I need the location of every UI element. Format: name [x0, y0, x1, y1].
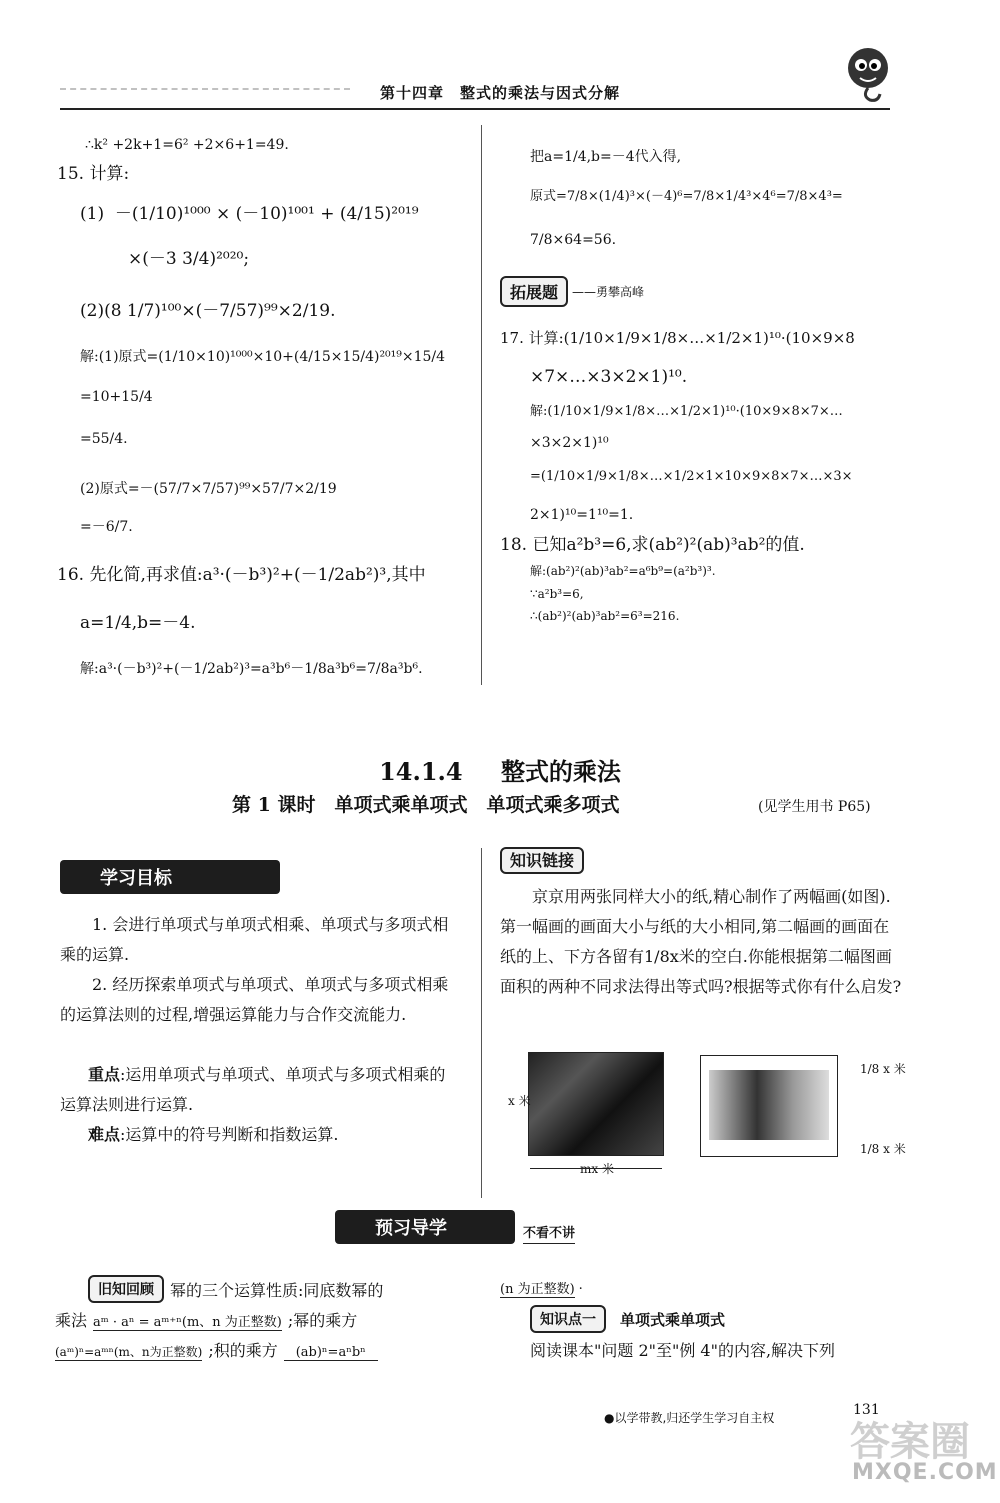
question-15-part1: (1) －(1/10)¹⁰⁰⁰ × (－10)¹⁰⁰¹ + (4/15)²⁰¹⁹ — [80, 204, 419, 224]
section-number: 14.1.4 — [379, 757, 463, 786]
original-result: 7/8×64=56. — [530, 232, 617, 248]
goal-difficulty — [60, 1120, 460, 1150]
extension-banner — [500, 276, 730, 306]
review-line-3 — [55, 1338, 378, 1361]
difficulty-text: :运算中的符号判断和指数运算. — [120, 1125, 339, 1144]
figure-label-bottom: 1/8 x 米 — [860, 1142, 906, 1156]
lesson-title: 第 1 课时 单项式乘单项式 单项式乘多项式 — [232, 794, 620, 816]
solution-15-2-result: =－6/7. — [80, 519, 133, 535]
goal-key-point — [60, 1060, 460, 1120]
solution-17-line3: =(1/10×1/9×1/8×…×1/2×1×10×9×8×7×…×3× — [530, 469, 853, 484]
question-16: 16. 先化简,再求值:a³·(－b³)²+(－1/2ab²)³,其中 — [57, 565, 426, 585]
column-divider-lower — [481, 848, 482, 1198]
substitution-line: 把a=1/4,b=－4代入得, — [530, 149, 682, 165]
solution-17-line4: 2×1)¹⁰=1¹⁰=1. — [530, 507, 634, 523]
power-of-power-label: ;幂的乘方 — [287, 1311, 358, 1330]
header-rule — [60, 108, 890, 110]
solution-15-1: 解:(1)原式=(1/10×10)¹⁰⁰⁰×10+(4/15×15/4)²⁰¹⁹×15/4 — [80, 349, 446, 365]
watermark: 答案圈 — [850, 1419, 970, 1465]
question-16-values: a=1/4,b=－4. — [80, 613, 196, 633]
review-row — [88, 1275, 383, 1303]
original-expression: 原式=7/8×(1/4)³×(－4)⁶=7/8×1/4³×4⁶=7/8×4³= — [530, 189, 843, 204]
figure-label-mx: mx 米 — [580, 1162, 614, 1176]
painting-2-area — [709, 1070, 829, 1140]
review-text: 幂的三个运算性质:同底数幂的 — [170, 1280, 384, 1300]
knowledge-link-label: 知识链接 — [500, 847, 584, 874]
preview-banner-label: 预习导学 — [375, 1218, 447, 1239]
blank-mult: aᵐ · aⁿ = aᵐ⁺ⁿ(m、n 为正整数) — [93, 1311, 282, 1331]
figure-label-top: 1/8 x 米 — [860, 1062, 906, 1076]
blank-product: (ab)ⁿ=aⁿbⁿ — [284, 1345, 378, 1361]
question-18: 18. 已知a²b³=6,求(ab²)²(ab)³ab²的值. — [500, 535, 805, 555]
solution-18-line2: ∵a²b³=6, — [530, 587, 584, 601]
painting-1 — [528, 1052, 664, 1156]
footer-slogan: ●以学带教,归还学生学习自主权 — [604, 1411, 775, 1425]
difficulty-label: 难点 — [88, 1125, 121, 1144]
lesson-reference: (见学生用书 P65) — [758, 799, 871, 815]
figure-width-arrow — [530, 1168, 662, 1169]
solution-15-1-step: =10+15/4 — [80, 389, 153, 405]
knowledge-point-title: 单项式乘单项式 — [620, 1310, 726, 1329]
blank-condition: (n 为正整数) — [500, 1278, 575, 1298]
preview-banner-wrap — [335, 1210, 575, 1244]
figure-label-x: x 米 — [508, 1094, 531, 1108]
question-15: 15. 计算: — [57, 164, 130, 184]
key-point-text: :运用单项式与单项式、单项式与多项式相乘的运算法则进行运算. — [60, 1065, 446, 1114]
review-label: 旧知回顾 — [88, 1275, 164, 1303]
knowledge-point-label: 知识点一 — [530, 1305, 606, 1333]
mult-label: 乘法 — [55, 1311, 88, 1330]
mascot-icon — [838, 42, 900, 104]
preview-banner — [335, 1210, 515, 1244]
chapter-title: 第十四章 整式的乘法与因式分解 — [379, 84, 620, 102]
period: . — [578, 1278, 583, 1293]
solution-17-line1: 解:(1/10×1/9×1/8×…×1/2×1)¹⁰·(10×9×8×7×… — [530, 404, 843, 419]
goal-1: 1. 会进行单项式与单项式相乘、单项式与多项式相乘的运算. — [60, 915, 449, 964]
solution-17-line2: ×3×2×1)¹⁰ — [530, 435, 609, 451]
review-line-2 — [55, 1308, 357, 1331]
goals-banner — [60, 860, 280, 894]
extension-subtitle: ——勇攀高峰 — [572, 284, 645, 299]
column-divider — [481, 125, 482, 685]
painting-2 — [700, 1055, 838, 1157]
section-title: 整式的乘法 — [500, 757, 621, 786]
page-number: 131 — [853, 1402, 880, 1418]
knowledge-point-text: 阅读课本"问题 2"至"例 4"的内容,解决下列 — [530, 1341, 836, 1360]
preview-note: 不看不讲 — [523, 1222, 575, 1244]
goal-2: 2. 经历探索单项式与单项式、单项式与多项式相乘的运算法则的过程,增强运算能力与合作交流能力. — [60, 975, 449, 1024]
question-15-part1-cont: ×(－3 3/4)²⁰²⁰; — [128, 249, 250, 269]
solution-18-line3: ∴(ab²)²(ab)³ab²=6³=216. — [530, 609, 680, 623]
review-continued — [500, 1278, 583, 1298]
section-heading — [0, 752, 1000, 787]
solution-15-2: (2)原式=－(57/7×7/57)⁹⁹×57/7×2/19 — [80, 481, 337, 497]
question-17-cont: ×7×…×3×2×1)¹⁰. — [530, 367, 688, 387]
knowledge-link-tag — [500, 848, 584, 871]
product-power-label: ;积的乘方 — [208, 1341, 278, 1360]
solution-18-line1: 解:(ab²)²(ab)³ab²=a⁶b⁹=(a²b³)³. — [530, 564, 716, 578]
knowledge-point-row — [530, 1305, 725, 1333]
solution-16: 解:a³·(－b³)²+(－1/2ab²)³=a³b⁶－1/8a³b⁶=7/8a³b⁶. — [80, 661, 423, 677]
key-point-label: 重点 — [88, 1065, 121, 1084]
question-15-part2: (2)(8 1/7)¹⁰⁰×(－7/57)⁹⁹×2/19. — [80, 301, 336, 321]
extension-label: 拓展题 — [500, 276, 568, 307]
knowledge-link-text: 京京用两张同样大小的纸,精心制作了两幅画(如图).第一幅画的画面大小与纸的大小相同,第二幅画的画面在纸的上、下方各留有1/8x米的空白.你能根据第二幅图画面积的两种不同求法得出等式吗?根据等式你有什么启发? — [500, 887, 902, 996]
blank-power: (aᵐ)ⁿ=aᵐⁿ(m、n为正整数) — [55, 1345, 203, 1359]
question-17: 17. 计算:(1/10×1/9×1/8×…×1/2×1)¹⁰·(10×9×8 — [500, 329, 855, 347]
goals-banner-label: 学习目标 — [100, 868, 172, 889]
solution-15-1-result: =55/4. — [80, 431, 128, 447]
text-line: ∴k² +2k+1=6² +2×6+1=49. — [85, 137, 289, 153]
watermark-url: MXQE.COM — [852, 1460, 998, 1485]
